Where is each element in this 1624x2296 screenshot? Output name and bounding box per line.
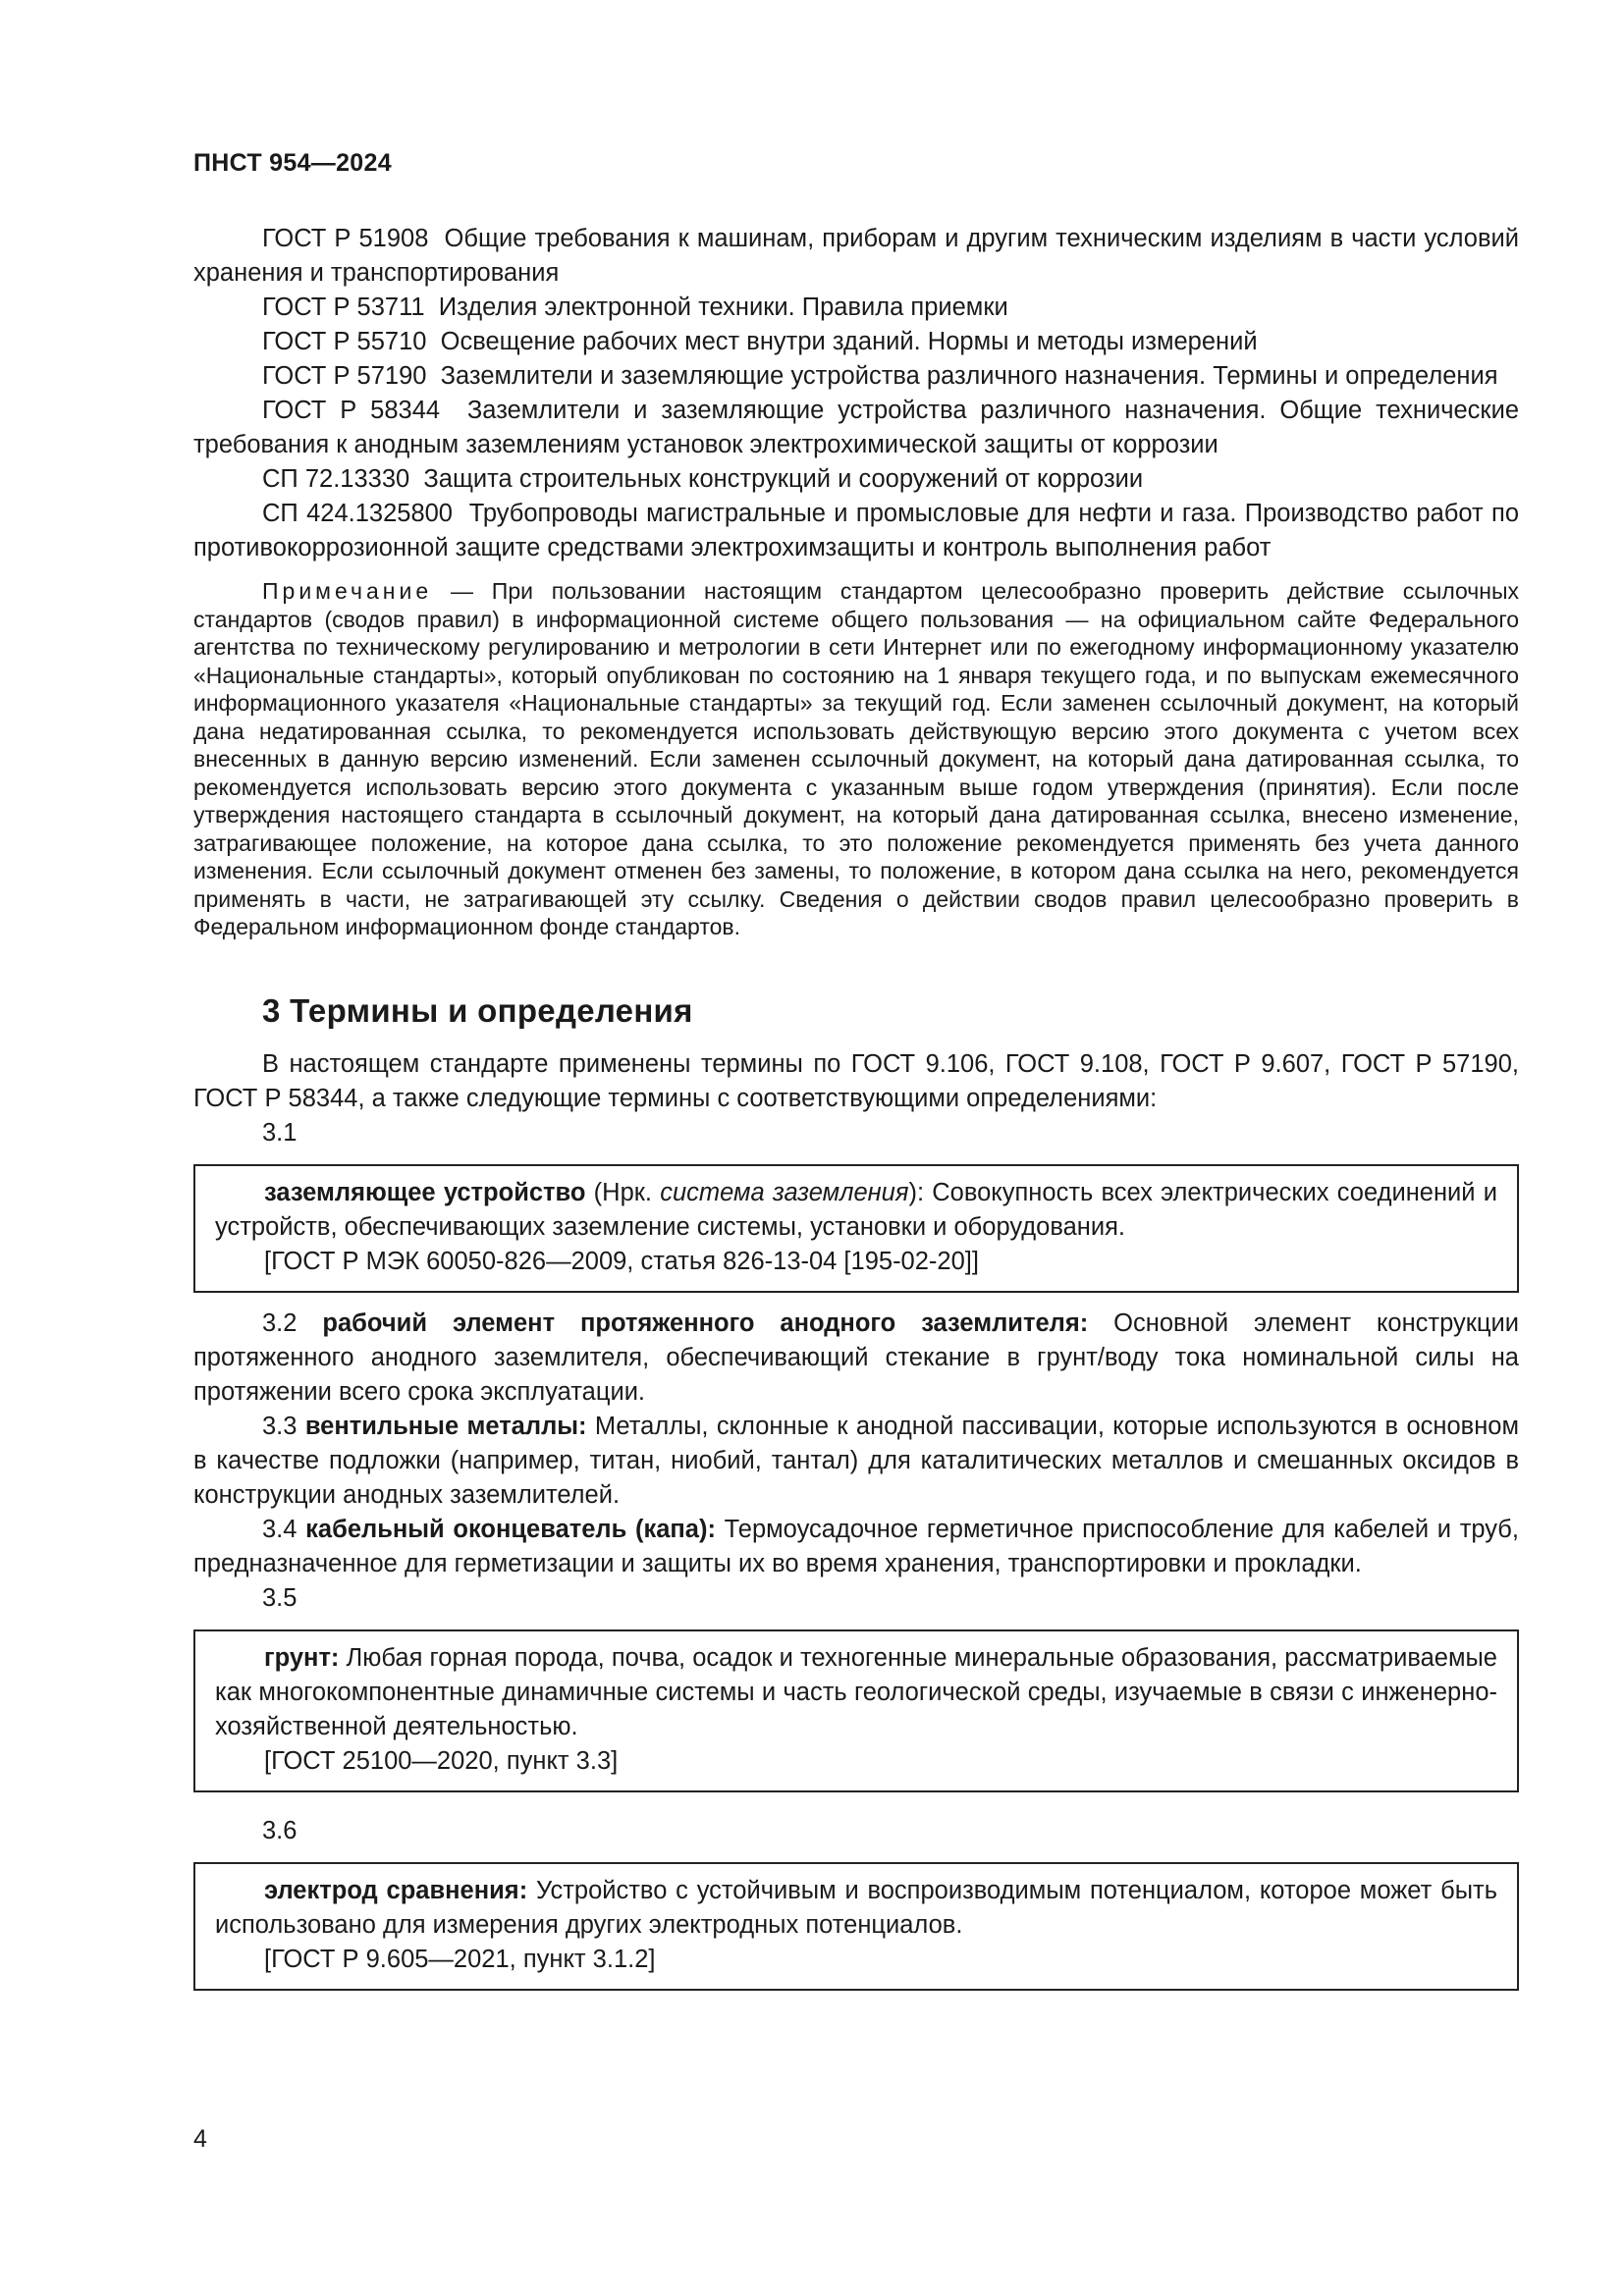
reference-item (193, 222, 1519, 291)
reference-code: ГОСТ Р 57190 (262, 362, 427, 390)
section-title: 3 Термины и определения (262, 991, 693, 1029)
term-definition-text: Устройство с устойчивым и воспроизводимым потенциалом, которое может быть использовано для измерения других электродных потенциалов. (215, 1876, 1497, 1939)
note-paragraph (193, 577, 1519, 941)
term-entry (193, 1307, 1519, 1410)
term-source: [ГОСТ 25100—2020, пункт 3.3] (264, 1746, 619, 1775)
reference-item (193, 394, 1519, 462)
term-entry (193, 1410, 1519, 1513)
reference-title: Изделия электронной техники. Правила приемки (438, 294, 1008, 321)
term-box (193, 1862, 1519, 1991)
term-name: грунт: (264, 1643, 340, 1672)
note-dash: — (450, 578, 473, 604)
reference-code: СП 72.13330 (262, 465, 410, 493)
reference-code: ГОСТ Р 51908 (262, 225, 429, 252)
term-name: рабочий элемент протяженного анодного заземлителя: (322, 1308, 1089, 1337)
term-name: заземляющее устройство (264, 1178, 586, 1206)
reference-item (193, 359, 1519, 394)
reference-code: ГОСТ Р 53711 (262, 294, 425, 321)
term-number: 3.4 (262, 1515, 298, 1543)
term-name: вентильные металлы: (304, 1412, 587, 1440)
note-label: Примечание (262, 578, 433, 604)
reference-code: ГОСТ Р 55710 (262, 328, 427, 355)
term-number: 3.3 (262, 1412, 298, 1440)
term-box (193, 1164, 1519, 1293)
reference-item (193, 497, 1519, 565)
term-definition-text: Металлы, склонные к анодной пассивации, которые используются в основном в качестве подложки (например, титан, ниобий, тантал) для каталитических металлов и смешанных оксидов в конструкции анодных заземлителей. (193, 1412, 1519, 1509)
term-definition (215, 1176, 1497, 1245)
term-name: электрод сравнения: (264, 1876, 528, 1904)
section-intro: В настоящем стандарте применены термины по ГОСТ 9.106, ГОСТ 9.108, ГОСТ Р 9.607, ГОСТ Р 57190, ГОСТ Р 58344, а также следующие термины с соответствующими определениями: (193, 1049, 1519, 1112)
term-entry (193, 1513, 1519, 1581)
note-text: При пользовании настоящим стандартом целесообразно проверить действие ссылочных стандартов (сводов правил) в информационной системе общего пользования — на официальном сайте Федерального агентства по техническому регулированию и метрологии в сети Интернет или по ежегодному информационному указателю «Национальные стандарты», который опубликован по состоянию на 1 января текущего года, и по выпускам ежемесячного информационного указателя «Национальные стандарты» за текущий год. Если заменен ссылочный документ, на который дана недатированная ссылка, то рекомендуется использовать действующую версию этого документа с учетом всех внесенных в данную версию изменений. Если заменен ссылочный документ, на который дана датированная ссылка, то рекомендуется использовать версию этого документа с указанным выше годом утверждения (принятия). Если после утверждения настоящего стандарта в ссылочный документ, на который дана датированная ссылка, внесено изменение, затрагивающее положение, на которое дана ссылка, то это положение рекомендуется применять без учета данного изменения. Если ссылочный документ отменен без замены, то положение, в котором дана ссылка на него, рекомендуется применять в части, не затрагивающей эту ссылку. Сведения о действии сводов правил целесообразно проверить в Федеральном информационном фонде стандартов. (193, 578, 1519, 939)
term-number: 3.5 (262, 1583, 298, 1612)
term-definition (215, 1874, 1497, 1943)
term-alt-suffix: ): (908, 1178, 925, 1206)
term-number: 3.1 (262, 1118, 298, 1147)
term-box (193, 1629, 1519, 1792)
reference-code: ГОСТ Р 58344 (262, 397, 441, 424)
reference-item (193, 291, 1519, 325)
term-definition-text: Основной элемент конструкции протяженного анодного заземлителя, обеспечивающий стекание в грунт/воду тока номинальной силы на протяжении всего срока эксплуатации. (193, 1308, 1519, 1406)
page-content (193, 222, 1519, 2004)
term-definition-text: Термоусадочное герметичное приспособление для кабелей и труб, предназначенное для герметизации и защиты их во время хранения, транспортировки и прокладки. (193, 1515, 1519, 1577)
term-number: 3.6 (262, 1816, 298, 1844)
reference-title: Заземлители и заземляющие устройства различного назначения. Общие технические требования к анодным заземлениям установок электрохимической защиты от коррозии (193, 397, 1519, 458)
term-definition-text: Совокупность всех электрических соединений и устройств, обеспечивающих заземление системы, установки и оборудования. (215, 1178, 1497, 1241)
document-code-header: ПНСТ 954—2024 (193, 149, 392, 177)
reference-code: СП 424.1325800 (262, 500, 453, 527)
term-alt-name: система заземления (660, 1178, 909, 1206)
term-source: [ГОСТ Р МЭК 60050-826—2009, статья 826-13-04 [195-02-20]] (264, 1247, 979, 1275)
reference-title: Защита строительных конструкций и сооружений от коррозии (423, 465, 1144, 493)
term-definition-text: Любая горная порода, почва, осадок и техногенные минеральные образования, рассматриваемые как многокомпонентные динамичные системы и часть геологической среды, изучаемые в связи с инженерно-хозяйственной деятельностью. (215, 1643, 1497, 1740)
reference-title: Трубопроводы магистральные и промысловые для нефти и газа. Производство работ по противокоррозионной защите средствами электрохимзащиты и контроль выполнения работ (193, 500, 1520, 561)
term-number: 3.2 (262, 1308, 298, 1337)
term-alt-prefix: (Нрк. (585, 1178, 661, 1206)
term-definition (215, 1641, 1497, 1744)
term-source: [ГОСТ Р 9.605—2021, пункт 3.1.2] (264, 1945, 656, 1973)
reference-item (193, 325, 1519, 359)
reference-title: Заземлители и заземляющие устройства различного назначения. Термины и определения (440, 362, 1498, 390)
page-number: 4 (193, 2125, 207, 2153)
reference-title: Освещение рабочих мест внутри зданий. Нормы и методы измерений (440, 328, 1258, 355)
term-name: кабельный оконцеватель (капа): (305, 1515, 716, 1543)
reference-title: Общие требования к машинам, приборам и другим техническим изделиям в части условий хранения и транспортирования (193, 225, 1519, 287)
reference-item (193, 462, 1519, 497)
